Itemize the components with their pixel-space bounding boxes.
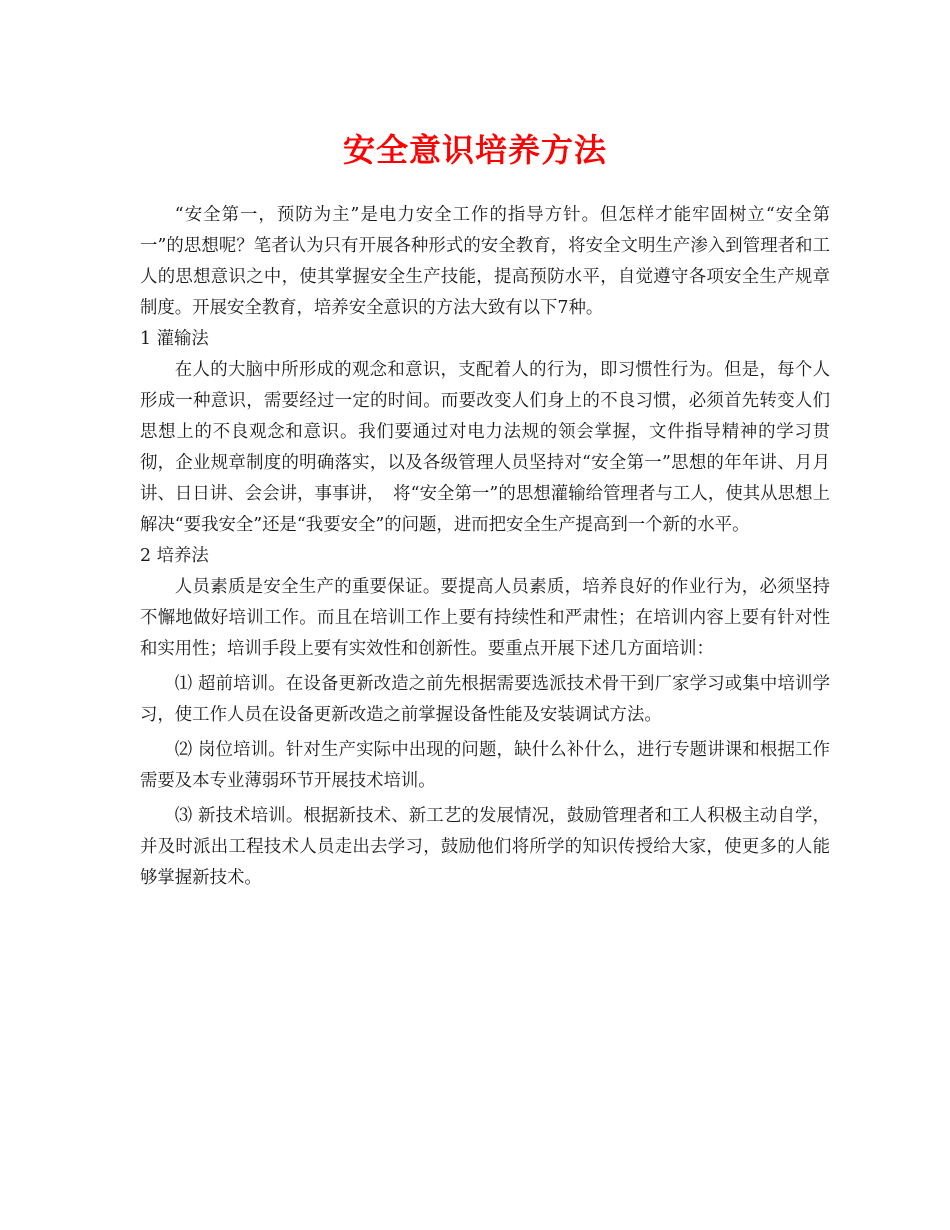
section-heading-2: 2 培养法: [140, 546, 209, 566]
training-item-2: ⑵ 岗位培训。针对生产实际中出现的问题，缺什么补什么，进行专题讲课和根据工作需要及本专业薄弱环节开展技术培训。: [140, 740, 830, 791]
intro-paragraph: “安全第一，预防为主”是电力安全工作的指导方针。但怎样才能牢固树立“安全第一”的思想呢？笔者认为只有开展各种形式的安全教育，将安全文明生产渗入到管理者和工人的思想意识之中，使其掌握安全生产技能，提高预防水平，自觉遵守各项安全生产规章制度。开展安全教育，培养安全意识的方法大致有以下7种。: [140, 205, 830, 318]
document-body: [140, 200, 830, 894]
training-item-1: ⑴ 超前培训。在设备更新改造之前先根据需要选派技术骨干到厂家学习或集中培训学习，使工作人员在设备更新改造之前掌握设备性能及安装调试方法。: [140, 674, 830, 725]
section-body-2: 人员素质是安全生产的重要保证。要提高人员素质，培养良好的作业行为，必须坚持不懈地做好培训工作。而且在培训工作上要有持续性和严肃性；在培训内容上要有针对性和实用性；培训手段上要有实效性和创新性。要重点开展下述几方面培训：: [140, 577, 830, 659]
section-heading-1: 1 灌输法: [140, 329, 209, 349]
section-body-1: 在人的大脑中所形成的观念和意识，支配着人的行为，即习惯性行为。但是，每个人形成一种意识，需要经过一定的时间。而要改变人们身上的不良习惯，必须首先转变人们思想上的不良观念和意识。我们要通过对电力法规的领会掌握，文件指导精神的学习贯彻，企业规章制度的明确落实，以及各级管理人员坚持对“安全第一”思想的年年讲、月月讲、日日讲、会会讲，事事讲， 将“安全第一”的思想灌输给管理者与工人，使其从思想上解决“要我安全”还是“我要安全”的问题，进而把安全生产提高到一个新的水平。: [140, 360, 830, 535]
document-title: 安全意识培养方法: [342, 131, 607, 169]
training-item-3: ⑶ 新技术培训。根据新技术、新工艺的发展情况，鼓励管理者和工人积极主动自学，并及时派出工程技术人员走出去学习，鼓励他们将所学的知识传授给大家，使更多的人能够掌握新技术。: [140, 806, 830, 888]
